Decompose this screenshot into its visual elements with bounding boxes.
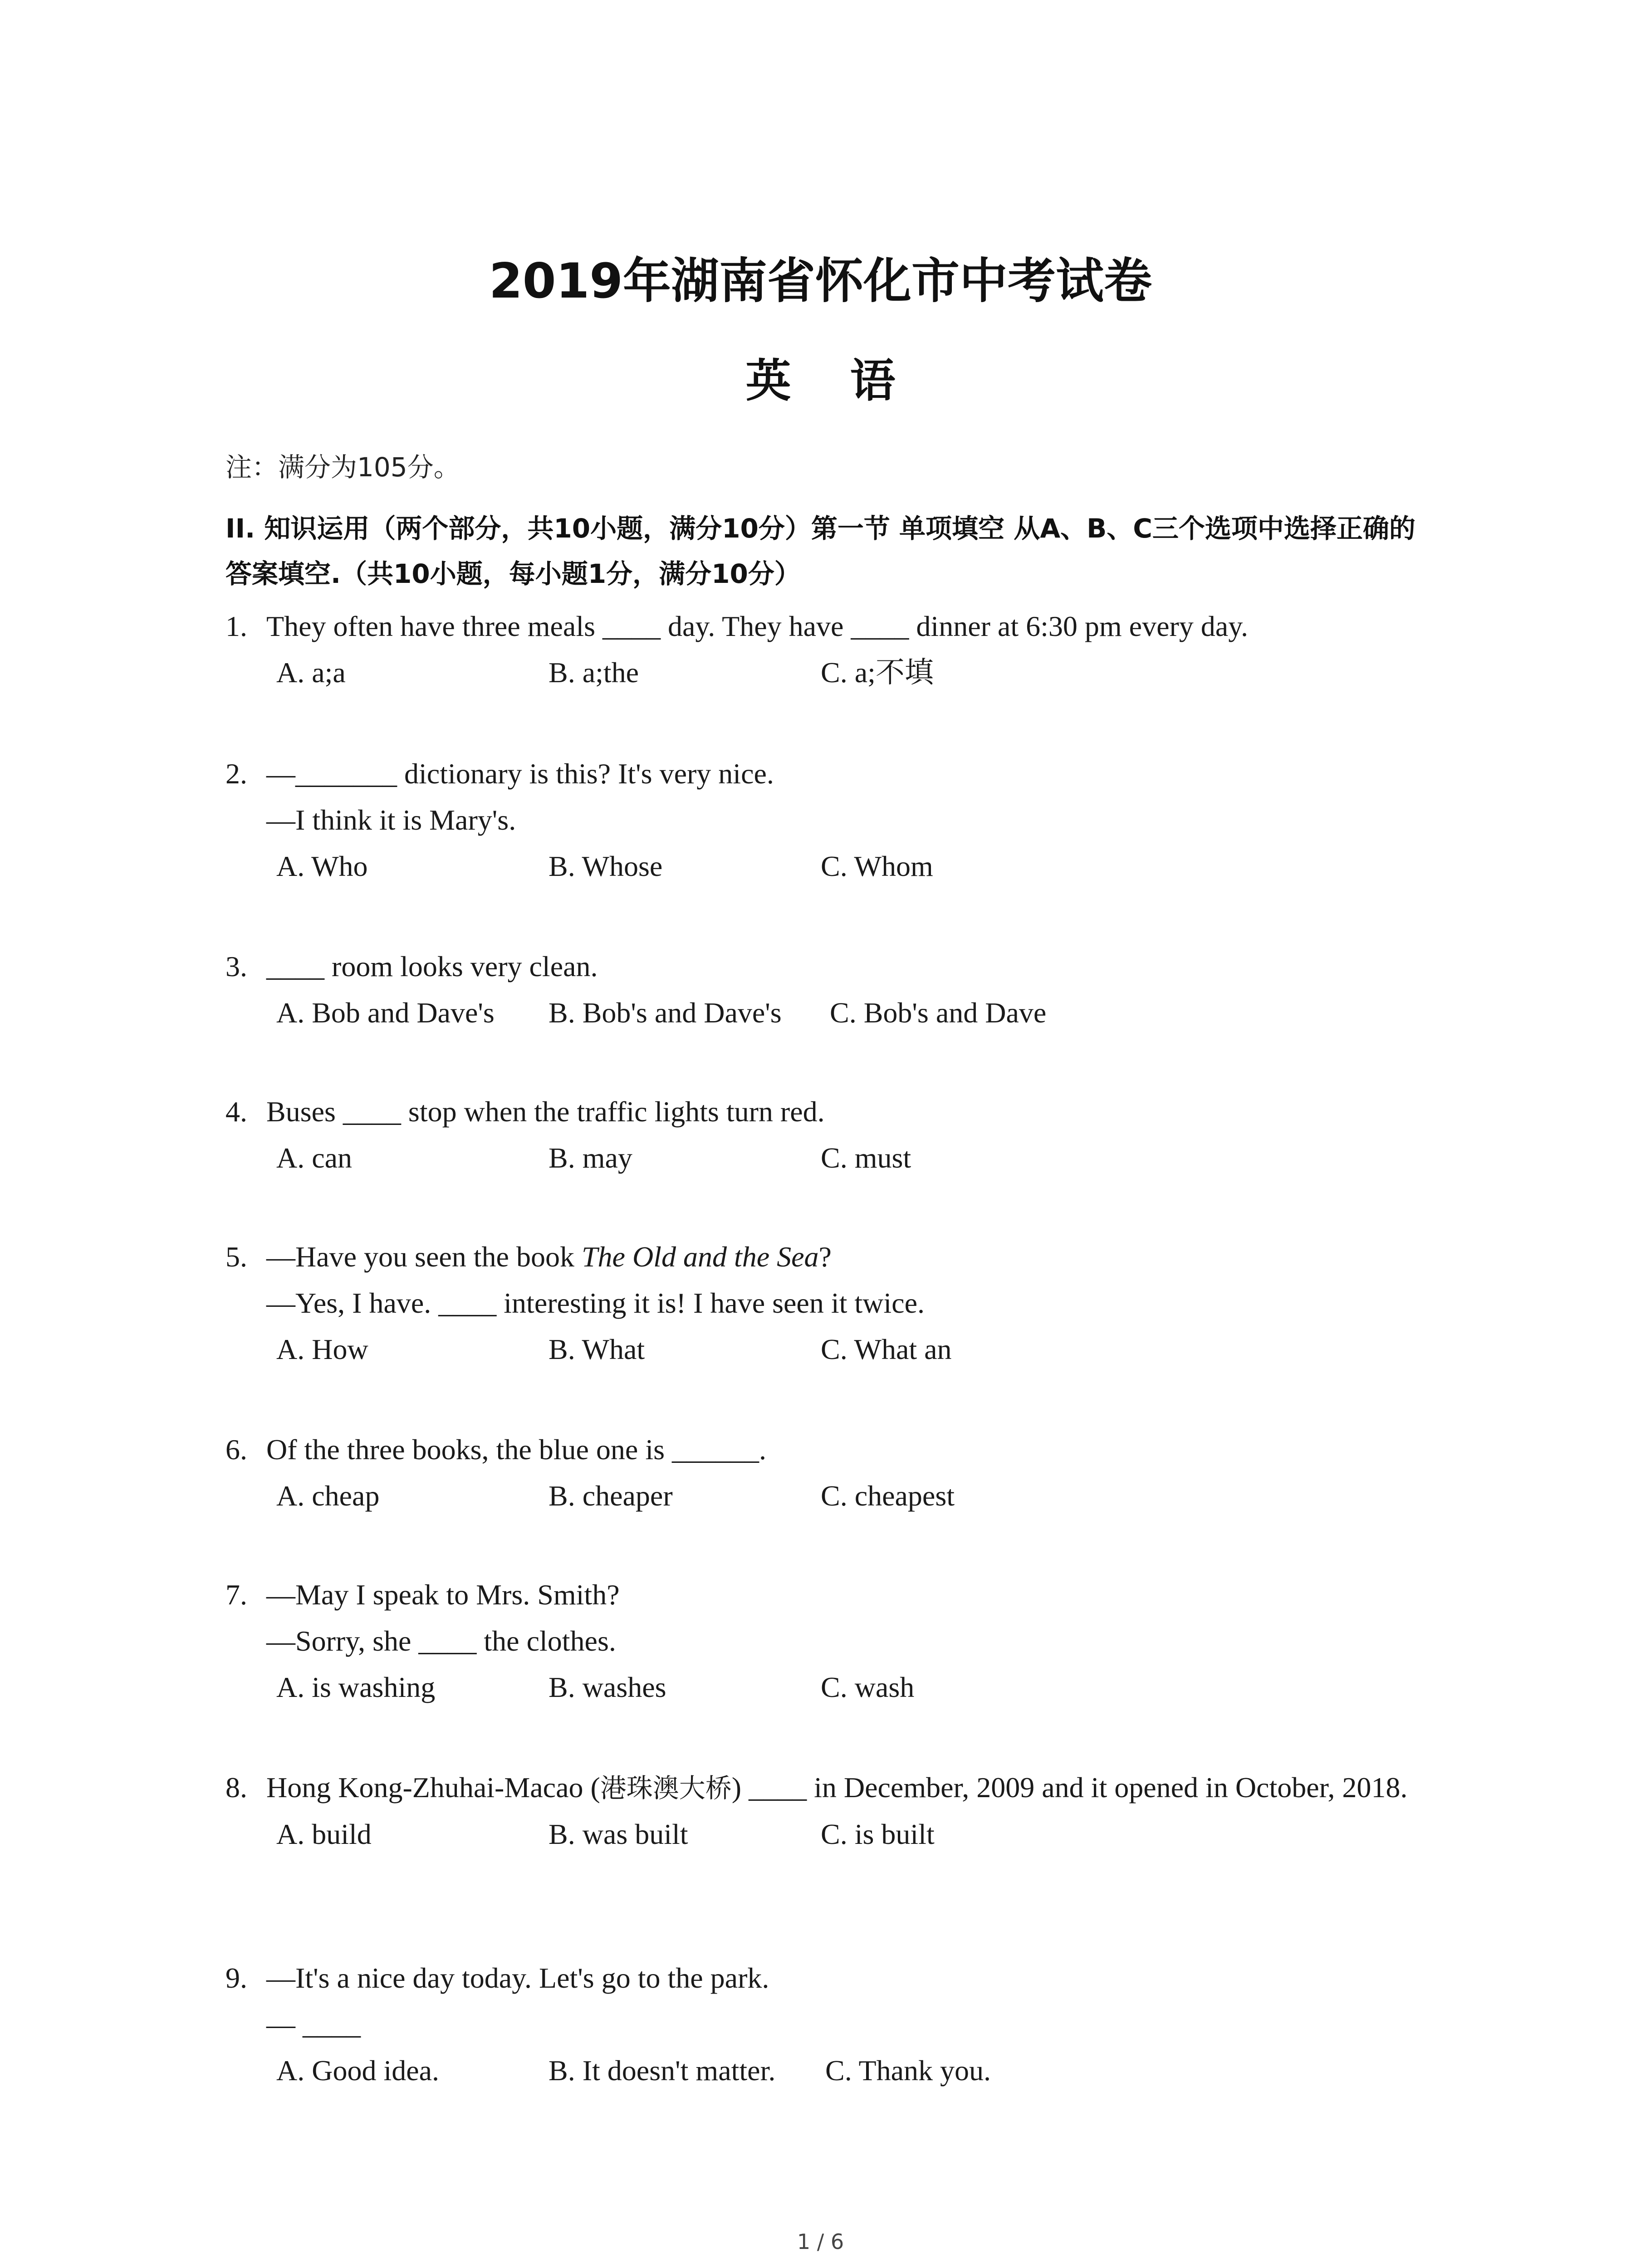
- question-number: 8.: [225, 1771, 247, 1804]
- option-a: A. Who: [276, 850, 368, 882]
- exam-subject: 英语: [745, 354, 955, 407]
- options: [276, 1664, 1450, 1711]
- option-b: B. Bob's and Dave's: [549, 997, 782, 1029]
- option-b: B. was built: [549, 1818, 688, 1850]
- option-b: B. may: [549, 1142, 632, 1174]
- option-c: C. must: [821, 1142, 911, 1174]
- section-heading: II. 知识运用（两个部分，共10小题，满分10分）第一节 单项填空 从A、B、C三个选项中选择正确的答案填空.（共10小题，每小题1分，满分10分）: [225, 513, 1416, 589]
- option-a: A. cheap: [276, 1480, 380, 1512]
- option-a: A. build: [276, 1818, 372, 1850]
- chinese-annotation: 港珠澳大桥: [600, 1773, 732, 1804]
- question-number: 2.: [225, 758, 247, 790]
- question-text-line2: —Yes, I have. ____ interesting it is! I have seen it twice.: [266, 1287, 925, 1319]
- option-c: C. cheapest: [821, 1480, 955, 1512]
- book-title: The Old and the Sea: [581, 1241, 819, 1273]
- option-a: A. Bob and Dave's: [276, 997, 495, 1029]
- question-number: 9.: [225, 1962, 247, 1994]
- options: [276, 1326, 1450, 1373]
- options: [276, 1473, 1450, 1519]
- question-text-line2: — ____: [266, 2008, 361, 2040]
- question-4: [225, 1089, 1450, 1181]
- option-a: A. Good idea.: [276, 2054, 440, 2087]
- question-text-line2: —I think it is Mary's.: [266, 804, 516, 836]
- option-a: A. How: [276, 1333, 368, 1365]
- options: [276, 990, 1450, 1036]
- option-a: A. is washing: [276, 1671, 436, 1703]
- question-3: [225, 943, 1450, 1036]
- question-text-line2: —Sorry, she ____ the clothes.: [266, 1625, 616, 1657]
- question-text: —It's a nice day today. Let's go to the park.: [266, 1962, 769, 1994]
- question-6: [225, 1427, 1450, 1519]
- options: [276, 1811, 1450, 1857]
- question-text: —May I speak to Mrs. Smith?: [266, 1579, 620, 1611]
- score-note: 注：满分为105分。: [225, 452, 460, 483]
- question-number: 6.: [225, 1433, 247, 1466]
- options: [276, 650, 1450, 696]
- question-number: 7.: [225, 1579, 247, 1611]
- option-b: B. washes: [549, 1671, 666, 1703]
- option-c: C. Thank you.: [825, 2054, 991, 2087]
- option-b: B. It doesn't matter.: [549, 2054, 776, 2087]
- option-c: C. Whom: [821, 850, 933, 882]
- page-number: 1 / 6: [797, 2229, 844, 2254]
- option-c: C. a;不填: [821, 656, 934, 689]
- exam-title: 2019年湖南省怀化市中考试卷: [489, 253, 1152, 309]
- option-b: B. What: [549, 1333, 645, 1365]
- option-c: C. wash: [821, 1671, 915, 1703]
- option-b: B. a;the: [549, 656, 639, 689]
- question-text: Of the three books, the blue one is ______.: [266, 1433, 766, 1466]
- question-text: ____ room looks very clean.: [266, 950, 598, 982]
- option-c: C. is built: [821, 1818, 935, 1850]
- options: [276, 1135, 1450, 1181]
- question-number: 4.: [225, 1095, 247, 1128]
- options: [276, 2048, 1450, 2094]
- option-c: C. What an: [821, 1333, 952, 1365]
- question-number: 1.: [225, 610, 247, 642]
- options: [276, 843, 1450, 890]
- option-b: B. cheaper: [549, 1480, 673, 1512]
- option-a: A. can: [276, 1142, 353, 1174]
- question-1: [225, 603, 1450, 696]
- option-c: C. Bob's and Dave: [830, 997, 1047, 1029]
- option-a: A. a;a: [276, 656, 346, 689]
- question-5: [225, 1234, 1450, 1373]
- question-7: [225, 1572, 1450, 1711]
- question-text: Hong Kong-Zhuhai-Macao (港珠澳大桥) ____ in December, 2009 and it opened in October, 2018.: [266, 1771, 1408, 1804]
- question-number: 3.: [225, 950, 247, 982]
- question-9: [225, 1955, 1450, 2094]
- question-text: —_______ dictionary is this? It's very nice.: [266, 758, 774, 790]
- question-text: —Have you seen the book The Old and the Sea?: [266, 1241, 832, 1273]
- question-text: They often have three meals ____ day. They have ____ dinner at 6:30 pm every day.: [266, 610, 1249, 642]
- question-text: Buses ____ stop when the traffic lights turn red.: [266, 1095, 825, 1128]
- option-b: B. Whose: [549, 850, 663, 882]
- question-8: [225, 1765, 1450, 1857]
- question-2: [225, 751, 1450, 890]
- question-number: 5.: [225, 1241, 247, 1273]
